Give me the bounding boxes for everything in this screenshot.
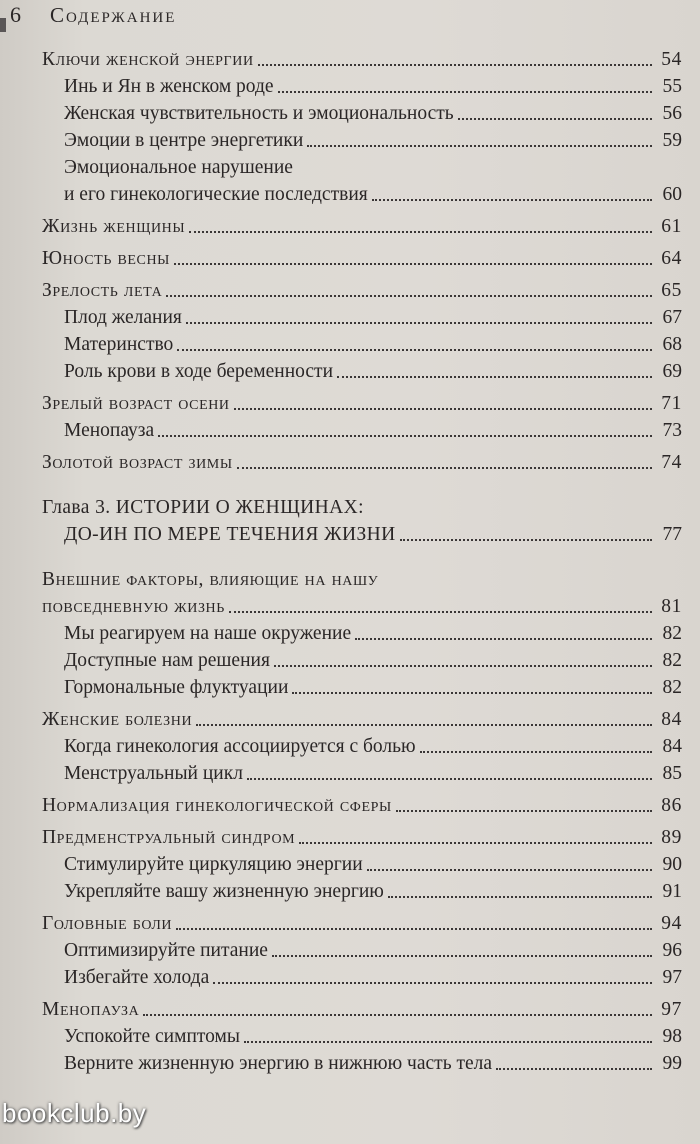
dot-leader — [189, 231, 652, 233]
toc-entry-title: Успокойте симптомы — [64, 1026, 240, 1047]
toc-entry-title-line: Глава 3. ИСТОРИИ О ЖЕНЩИНАХ: — [42, 497, 364, 518]
dot-leader — [229, 611, 652, 613]
toc-entry[interactable] — [42, 851, 682, 878]
dot-leader — [166, 295, 652, 297]
toc-page-number: 89 — [661, 827, 682, 848]
toc-page-number: 65 — [661, 280, 682, 301]
toc-page-number: 84 — [661, 709, 682, 730]
toc-entry[interactable] — [42, 996, 682, 1023]
toc-entry-title: Менопауза — [64, 420, 155, 441]
toc-entry[interactable] — [42, 593, 682, 620]
toc-entry-title: Женские болезни — [42, 709, 193, 730]
toc-page-number: 84 — [662, 736, 682, 757]
toc-page-number: 77 — [662, 524, 682, 545]
toc-page-number: 67 — [662, 307, 682, 328]
toc-page-number: 56 — [662, 103, 682, 124]
toc-entry[interactable] — [42, 792, 682, 819]
toc-entry-title: Материнство — [64, 334, 174, 355]
dot-leader — [176, 928, 652, 930]
toc-entry-title: Менопауза — [42, 999, 140, 1020]
toc-page-number: 99 — [662, 1053, 682, 1074]
dot-leader — [177, 349, 652, 351]
toc-entry-title: Юность весны — [42, 248, 170, 269]
toc-entry-title: и его гинекологические последствия — [64, 184, 368, 205]
toc-entry-title: Мы реагируем на наше окружение — [64, 623, 352, 644]
toc-entry-title: Золотой возраст зимы — [42, 452, 233, 473]
toc-page-number: 74 — [661, 452, 682, 473]
toc-entry-title: Инь и Ян в женском роде — [64, 76, 274, 97]
toc-page-number: 97 — [662, 967, 682, 988]
toc-page-number: 59 — [662, 130, 682, 151]
dot-leader — [396, 810, 652, 812]
toc-entry-title: Избегайте холода — [64, 967, 210, 988]
toc-page-number: 82 — [662, 650, 682, 671]
toc-entry-title: Головные боли — [42, 913, 173, 934]
toc-entry-line — [42, 566, 682, 593]
dot-leader — [258, 64, 652, 66]
dot-leader — [234, 408, 652, 410]
toc-entry-title: Зрелый возраст осени — [42, 393, 230, 414]
dot-leader — [400, 539, 652, 541]
dot-leader — [355, 638, 652, 640]
toc-entry-title: повседневную жизнь — [42, 596, 225, 617]
dot-leader — [299, 842, 652, 844]
dot-leader — [272, 955, 652, 957]
toc-entry-title: Роль крови в ходе беременности — [64, 361, 334, 382]
toc-entry-title: Женская чувствительность и эмоциональность — [64, 103, 454, 124]
toc-entry[interactable] — [42, 390, 682, 417]
dot-leader — [307, 145, 652, 147]
toc-page-number: 82 — [662, 623, 682, 644]
toc-page-number: 98 — [662, 1026, 682, 1047]
toc-entry-title: Верните жизненную энергию в нижнюю часть тела — [64, 1053, 493, 1074]
toc-entry-title: Эмоции в центре энергетики — [64, 130, 304, 151]
toc-entry-line — [42, 494, 682, 521]
toc-page-number: 94 — [661, 913, 682, 934]
dot-leader — [174, 263, 652, 265]
toc-entry[interactable] — [42, 878, 682, 905]
toc-entry-title-line: Эмоциональное нарушение — [64, 157, 293, 178]
dot-leader — [158, 435, 652, 437]
toc-entry-line — [42, 154, 682, 181]
toc-entry[interactable] — [42, 245, 682, 272]
toc-page-number: 81 — [661, 596, 682, 617]
toc-entry[interactable] — [42, 824, 682, 851]
toc-entry-title: Укрепляйте вашу жизненную энергию — [64, 881, 384, 902]
toc-page-number: 60 — [662, 184, 682, 205]
table-of-contents — [42, 46, 682, 1077]
toc-page-number: 86 — [661, 795, 682, 816]
page-number: 6 — [10, 2, 22, 27]
toc-entry-title: Плод желания — [64, 307, 182, 328]
toc-entry[interactable] — [42, 304, 682, 331]
toc-entry[interactable] — [42, 706, 682, 733]
toc-page-number: 68 — [662, 334, 682, 355]
dot-leader — [213, 982, 652, 984]
toc-entry[interactable] — [42, 937, 682, 964]
toc-entry[interactable] — [42, 181, 682, 208]
toc-entry-title: Предменструальный синдром — [42, 827, 296, 848]
toc-page-number: 69 — [662, 361, 682, 382]
toc-page-number: 97 — [661, 999, 682, 1020]
dot-leader — [388, 896, 652, 898]
watermark-text: bookclub.by — [2, 1098, 147, 1128]
dot-leader — [274, 665, 652, 667]
dot-leader — [278, 91, 652, 93]
dot-leader — [247, 778, 652, 780]
toc-entry[interactable] — [42, 910, 682, 937]
dot-leader — [420, 751, 652, 753]
toc-entry-title: Ключи женской энергии — [42, 49, 254, 70]
toc-entry-title: ДО-ИН ПО МЕРЕ ТЕЧЕНИЯ ЖИЗНИ — [64, 524, 396, 545]
toc-page-number: 54 — [661, 49, 682, 70]
dot-leader — [458, 118, 652, 120]
toc-entry[interactable] — [42, 213, 682, 240]
dot-leader — [372, 199, 652, 201]
toc-entry[interactable] — [42, 358, 682, 385]
toc-entry[interactable] — [42, 449, 682, 476]
toc-entry-title: Зрелость лета — [42, 280, 163, 301]
toc-page-number: 82 — [662, 677, 682, 698]
toc-entry[interactable] — [42, 331, 682, 358]
toc-page-number: 90 — [662, 854, 682, 875]
toc-entry[interactable] — [42, 620, 682, 647]
toc-page-number: 71 — [661, 393, 682, 414]
dot-leader — [244, 1041, 652, 1043]
page-edge-mark — [0, 18, 6, 32]
toc-entry-title: Жизнь женщины — [42, 216, 186, 237]
toc-page-number: 85 — [662, 763, 682, 784]
dot-leader — [196, 724, 652, 726]
dot-leader — [496, 1068, 652, 1070]
toc-page-number: 73 — [662, 420, 682, 441]
dot-leader — [186, 322, 652, 324]
toc-entry[interactable] — [42, 760, 682, 787]
toc-spacer — [42, 548, 682, 566]
toc-page-number: 61 — [661, 216, 682, 237]
toc-entry-title: Менструальный цикл — [64, 763, 243, 784]
toc-entry-title: Когда гинекология ассоциируется с болью — [64, 736, 416, 757]
toc-entry-title: Стимулируйте циркуляцию энергии — [64, 854, 363, 875]
toc-entry[interactable] — [42, 73, 682, 100]
toc-entry[interactable] — [42, 127, 682, 154]
toc-entry[interactable] — [42, 964, 682, 991]
toc-entry[interactable] — [42, 1050, 682, 1077]
toc-page-number: 96 — [662, 940, 682, 961]
toc-entry[interactable] — [42, 647, 682, 674]
toc-entry[interactable] — [42, 277, 682, 304]
toc-entry[interactable] — [42, 733, 682, 760]
toc-page-number: 91 — [662, 881, 682, 902]
toc-entry-title: Оптимизируйте питание — [64, 940, 268, 961]
dot-leader — [237, 467, 652, 469]
dot-leader — [337, 376, 652, 378]
toc-entry-title: Нормализация гинекологической сферы — [42, 795, 392, 816]
toc-entry[interactable] — [42, 100, 682, 127]
dot-leader — [143, 1014, 652, 1016]
toc-spacer — [42, 476, 682, 494]
toc-entry[interactable] — [42, 1023, 682, 1050]
toc-entry-title: Доступные нам решения — [64, 650, 270, 671]
toc-entry-title-line: Внешние факторы, влияющие на нашу — [42, 569, 379, 590]
toc-page-number: 64 — [661, 248, 682, 269]
toc-entry[interactable] — [42, 521, 682, 548]
running-title: Содержание — [50, 3, 177, 27]
toc-entry[interactable] — [42, 417, 682, 444]
toc-entry-title: Гормональные флуктуации — [64, 677, 289, 698]
toc-page-number: 55 — [662, 76, 682, 97]
toc-entry[interactable] — [42, 46, 682, 73]
page-header — [10, 2, 176, 32]
dot-leader — [367, 869, 652, 871]
toc-entry[interactable] — [42, 674, 682, 701]
dot-leader — [292, 692, 652, 694]
